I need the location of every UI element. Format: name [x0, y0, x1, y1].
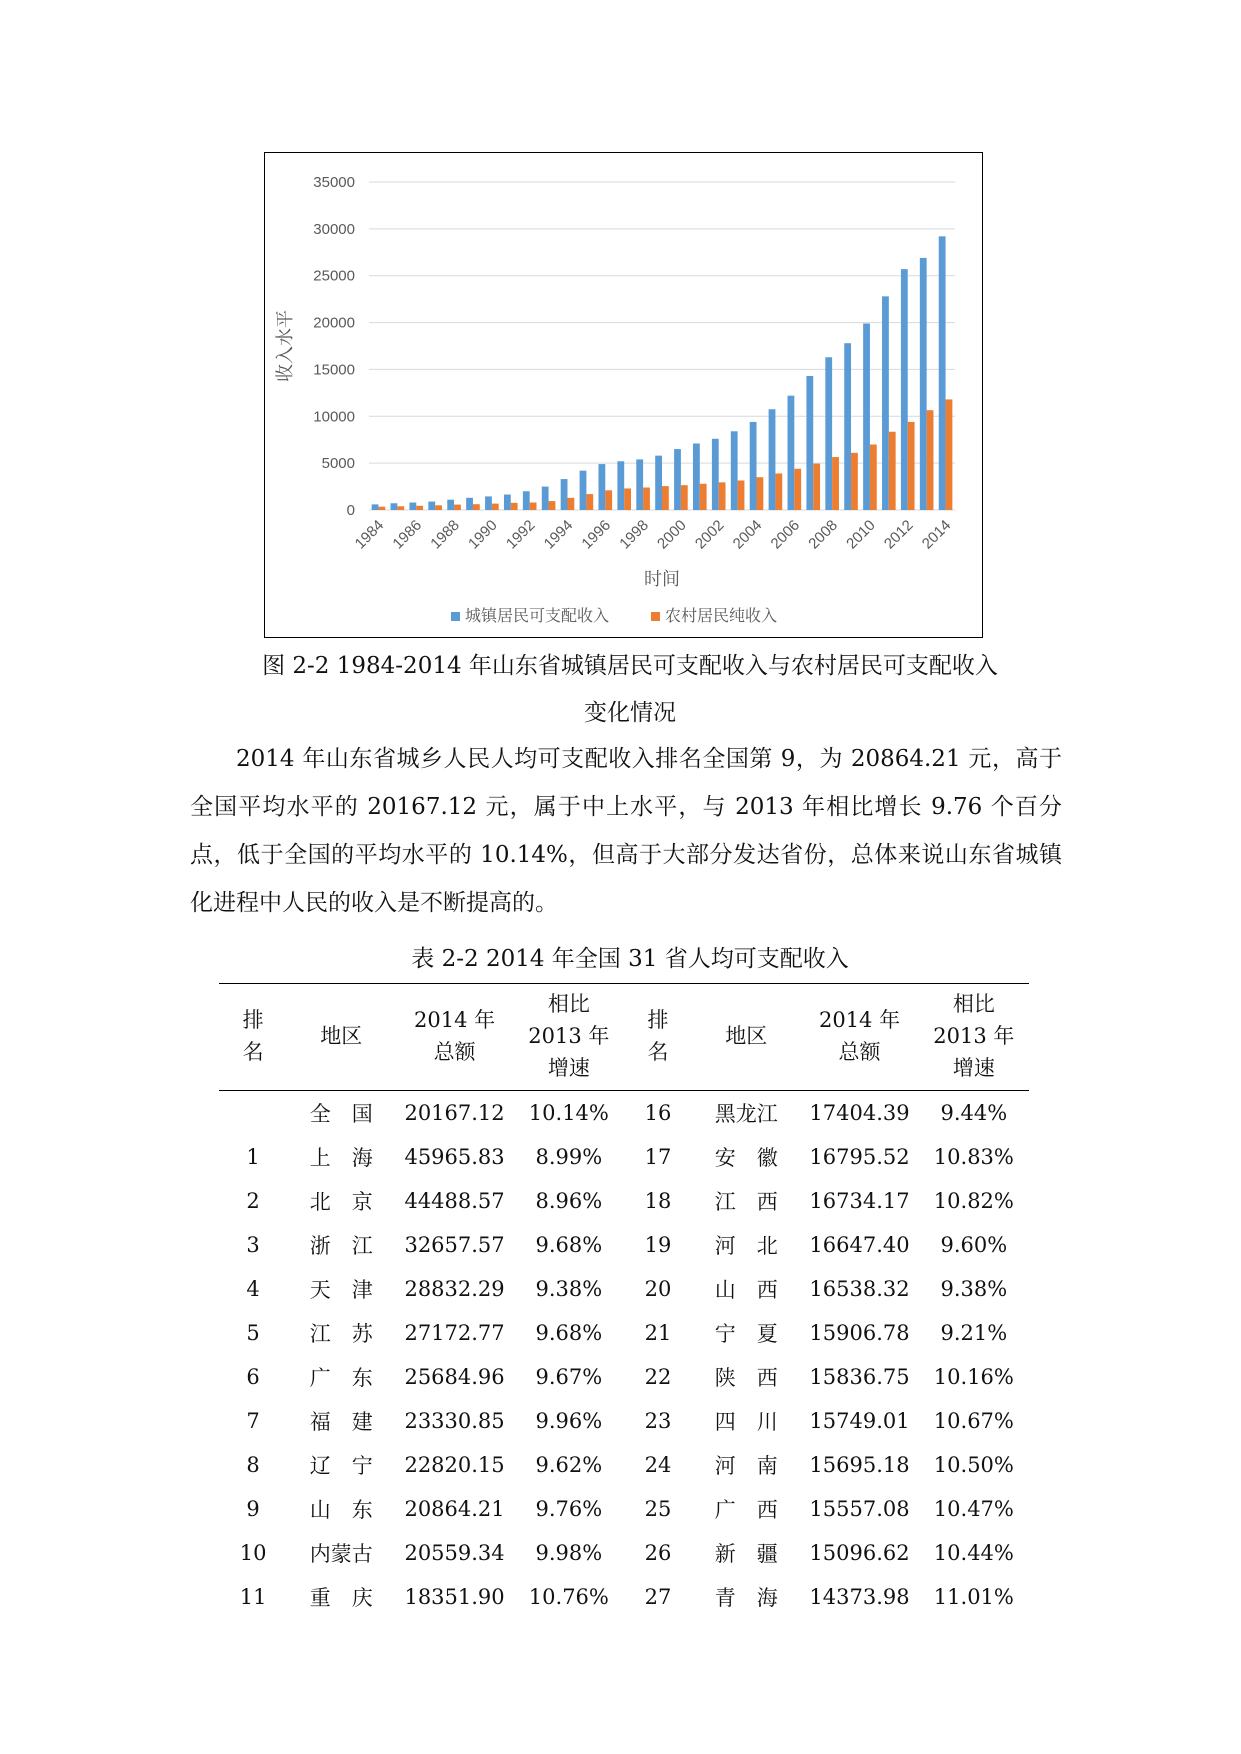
x-tick-label: 2014: [918, 516, 955, 553]
income-bar-chart: [265, 153, 981, 636]
cell-rank: 6: [246, 1365, 260, 1389]
y-tick-label: 30000: [313, 220, 355, 238]
cell-growth-2: 10.44%: [933, 1541, 1014, 1565]
cell-total: 32657.57: [404, 1233, 505, 1257]
cell-rank-2: 22: [644, 1365, 672, 1389]
bar-rural: [549, 501, 556, 510]
cell-rank: 2: [246, 1189, 260, 1213]
x-tick-label: 2010: [843, 516, 879, 553]
legend-swatch: [651, 612, 660, 621]
bar-urban: [712, 439, 719, 510]
header-total: 2014 年 总额: [414, 1008, 496, 1064]
cell-rank: 4: [246, 1277, 260, 1301]
bar-rural: [643, 488, 650, 510]
header-region-2: 地区: [725, 1024, 768, 1048]
figure-caption-line1: 图 2-2 1984-2014 年山东省城镇居民可支配收入与农村居民可支配收入: [262, 653, 998, 679]
cell-total-2: 16795.52: [809, 1145, 910, 1169]
cell-total-2: 17404.39: [809, 1101, 910, 1125]
cell-region-2: 新 疆: [714, 1542, 778, 1566]
cell-total-2: 15557.08: [809, 1497, 910, 1521]
cell-region: 重 庆: [309, 1586, 373, 1610]
cell-rank: 8: [246, 1453, 260, 1477]
x-tick-label: 1988: [427, 516, 463, 553]
cell-total-2: 15906.78: [809, 1321, 910, 1345]
bar-rural: [908, 422, 915, 510]
bar-urban: [920, 258, 927, 510]
bar-rural: [757, 477, 764, 510]
cell-growth: 10.76%: [528, 1585, 609, 1609]
body-paragraph-text: 2014 年山东省城乡人民人均可支配收入排名全国第 9，为 20864.21 元，高于全国平均水平的 20167.12 元，属于中上水平，与 2013 年相比增长 9.76 个百分点，低于全国的平均水平的 10.14%，但高于大部分发达省份，总体来说山东省城镇化进程中人民的收入是不断提高的。: [190, 746, 1062, 916]
cell-total: 27172.77: [404, 1321, 505, 1345]
cell-rank-2: 20: [644, 1277, 672, 1301]
x-tick-label: 2000: [654, 516, 690, 553]
bar-rural: [492, 504, 499, 510]
bar-rural: [416, 506, 423, 510]
cell-growth: 8.96%: [535, 1189, 603, 1213]
table-row: [219, 1311, 1029, 1355]
cell-growth-2: 9.38%: [940, 1277, 1008, 1301]
bar-rural: [889, 432, 896, 510]
bar-rural: [567, 498, 574, 510]
table-row: [219, 1487, 1029, 1531]
x-tick-label: 1986: [389, 516, 426, 553]
cell-total: 20167.12: [404, 1101, 505, 1125]
cell-region-2: 河 北: [714, 1234, 778, 1258]
bar-urban: [409, 503, 416, 510]
legend-label: 农村居民纯收入: [665, 606, 778, 625]
x-tick-label: 1990: [465, 516, 501, 553]
cell-rank-2: 17: [644, 1145, 672, 1169]
cell-total: 22820.15: [404, 1453, 505, 1477]
figure-caption-line2: 变化情况: [584, 700, 676, 726]
y-tick-label: 35000: [313, 174, 355, 191]
x-tick-label: 2002: [691, 516, 728, 553]
bar-rural: [681, 485, 688, 510]
y-tick-label: 5000: [321, 455, 355, 473]
x-tick-label: 1994: [540, 516, 577, 553]
cell-rank-2: 16: [644, 1101, 672, 1125]
bar-rural: [946, 399, 953, 510]
bar-urban: [882, 296, 889, 510]
cell-growth-2: 10.47%: [933, 1497, 1014, 1521]
cell-total-2: 16734.17: [809, 1189, 910, 1213]
cell-growth-2: 10.50%: [933, 1453, 1014, 1477]
cell-rank: [219, 1091, 287, 1136]
table-header-row: [219, 984, 1029, 1091]
bar-urban: [750, 422, 757, 510]
cell-region-2: 青 海: [714, 1586, 778, 1610]
y-tick-label: 0: [346, 502, 355, 519]
header-growth: 相比 2013 年 增速: [528, 992, 610, 1080]
bar-urban: [428, 502, 435, 510]
bar-rural: [662, 486, 669, 510]
cell-growth-2: 11.01%: [933, 1585, 1014, 1609]
cell-rank: 1: [246, 1145, 260, 1169]
x-tick-label: 2006: [767, 516, 804, 553]
x-tick-label: 2008: [805, 516, 841, 553]
bar-urban: [636, 459, 643, 510]
cell-total: 23330.85: [404, 1409, 505, 1433]
cell-growth: 10.14%: [528, 1101, 609, 1125]
bar-urban: [769, 409, 776, 510]
y-tick-label: 15000: [313, 361, 355, 379]
cell-rank-2: 19: [644, 1233, 672, 1257]
bar-urban: [844, 343, 851, 510]
header-region: 地区: [320, 1024, 363, 1048]
bar-urban: [731, 431, 738, 510]
bar-rural: [397, 506, 404, 510]
cell-region: 广 东: [309, 1366, 373, 1390]
table-body: [219, 1091, 1029, 1620]
cell-region: 辽 宁: [309, 1454, 373, 1478]
x-axis-title: 时间: [644, 569, 680, 590]
cell-region: 天 津: [309, 1278, 373, 1302]
cell-growth-2: 10.67%: [933, 1409, 1014, 1433]
cell-rank-2: 27: [644, 1585, 672, 1609]
cell-region-2: 四 川: [714, 1410, 778, 1434]
cell-region-2: 黑龙江: [714, 1102, 778, 1126]
bar-urban: [580, 471, 587, 510]
bar-urban: [542, 487, 549, 510]
bar-urban: [825, 357, 832, 510]
cell-rank: 5: [246, 1321, 260, 1345]
cell-growth: 9.62%: [535, 1453, 603, 1477]
bar-rural: [473, 504, 480, 510]
y-tick-label: 10000: [313, 408, 355, 426]
cell-total: 44488.57: [404, 1189, 505, 1213]
cell-region-2: 河 南: [714, 1454, 778, 1478]
table-row: [219, 1575, 1029, 1619]
cell-growth: 9.76%: [535, 1497, 603, 1521]
cell-rank: 3: [246, 1233, 260, 1257]
cell-total: 45965.83: [404, 1145, 505, 1169]
cell-total-2: 16538.32: [809, 1277, 910, 1301]
bar-urban: [504, 495, 511, 510]
cell-growth: 9.68%: [535, 1321, 603, 1345]
bar-urban: [598, 464, 605, 510]
x-tick-label: 1984: [351, 516, 388, 553]
cell-total-2: 15096.62: [809, 1541, 910, 1565]
header-rank: 排 名: [242, 1008, 264, 1064]
bar-rural: [832, 457, 839, 510]
cell-region-2: 广 西: [714, 1498, 778, 1522]
cell-growth: 8.99%: [535, 1145, 603, 1169]
cell-region-2: 陕 西: [714, 1366, 778, 1390]
cell-rank-2: 25: [644, 1497, 672, 1521]
cell-region: 内蒙古: [309, 1542, 373, 1566]
header-rank-2: 排 名: [647, 1008, 669, 1064]
x-tick-label: 2012: [880, 516, 917, 553]
cell-growth: 9.96%: [535, 1409, 603, 1433]
bar-rural: [794, 469, 801, 510]
table-row: [219, 1091, 1029, 1136]
bar-urban: [523, 491, 530, 510]
cell-rank-2: 26: [644, 1541, 672, 1565]
cell-region: 江 苏: [309, 1322, 373, 1346]
y-axis-title: 收入水平: [275, 310, 296, 382]
table-row: [219, 1223, 1029, 1267]
table-row: [219, 1267, 1029, 1311]
bar-rural: [586, 494, 593, 510]
cell-region-2: 山 西: [714, 1278, 778, 1302]
cell-growth-2: 9.60%: [940, 1233, 1008, 1257]
bar-rural: [378, 507, 385, 510]
table-row: [219, 1355, 1029, 1399]
bar-rural: [454, 505, 461, 510]
cell-region: 北 京: [309, 1190, 373, 1214]
bar-urban: [901, 269, 908, 510]
cell-rank: 11: [239, 1585, 267, 1609]
cell-rank: 9: [246, 1497, 260, 1521]
bar-urban: [466, 498, 473, 510]
cell-growth: 9.98%: [535, 1541, 603, 1565]
cell-growth: 9.38%: [535, 1277, 603, 1301]
income-table: [219, 983, 1029, 1619]
cell-growth-2: 10.83%: [933, 1145, 1014, 1169]
table-row: [219, 1399, 1029, 1443]
chart-frame: [264, 152, 983, 638]
bar-rural: [435, 505, 442, 510]
cell-total: 20559.34: [404, 1541, 505, 1565]
bar-rural: [605, 490, 612, 510]
cell-total: 28832.29: [404, 1277, 505, 1301]
cell-region: 全 国: [309, 1102, 373, 1126]
y-tick-label: 25000: [313, 267, 355, 285]
cell-total-2: 16647.40: [809, 1233, 910, 1257]
cell-region: 山 东: [309, 1498, 373, 1522]
cell-rank-2: 23: [644, 1409, 672, 1433]
cell-region: 上 海: [309, 1146, 373, 1170]
cell-total: 25684.96: [404, 1365, 505, 1389]
cell-growth-2: 10.16%: [933, 1365, 1014, 1389]
bar-urban: [391, 503, 398, 510]
cell-growth-2: 9.21%: [940, 1321, 1008, 1345]
x-tick-label: 1996: [578, 516, 615, 553]
cell-total-2: 15695.18: [809, 1453, 910, 1477]
header-total-2: 2014 年 总额: [818, 1008, 901, 1064]
cell-growth: 9.68%: [535, 1233, 603, 1257]
cell-growth-2: 9.44%: [940, 1101, 1008, 1125]
cell-total-2: 15836.75: [809, 1365, 910, 1389]
cell-growth: 9.67%: [535, 1365, 603, 1389]
table-row: [219, 1443, 1029, 1487]
bar-rural: [700, 484, 707, 510]
bar-rural: [738, 480, 745, 510]
bar-rural: [870, 444, 877, 510]
cell-region-2: 江 西: [714, 1190, 778, 1214]
cell-total-2: 15749.01: [809, 1409, 910, 1433]
bar-rural: [775, 473, 782, 510]
body-paragraph: [190, 735, 1062, 927]
cell-rank-2: 24: [644, 1453, 672, 1477]
x-tick-label: 1998: [616, 516, 652, 553]
bar-urban: [561, 479, 568, 510]
legend-swatch: [451, 612, 460, 621]
bar-urban: [806, 376, 813, 510]
cell-growth-2: 10.82%: [933, 1189, 1014, 1213]
legend-label: 城镇居民可支配收入: [465, 606, 610, 625]
x-tick-label: 1992: [502, 516, 539, 553]
bar-urban: [617, 461, 624, 510]
table-title: 表 2-2 2014 年全国 31 省人均可支配收入: [411, 946, 849, 972]
bar-rural: [511, 503, 518, 510]
cell-region: 福 建: [309, 1410, 373, 1434]
cell-rank-2: 21: [644, 1321, 672, 1345]
cell-rank-2: 18: [644, 1189, 672, 1213]
bar-rural: [851, 453, 858, 510]
bar-urban: [372, 504, 379, 510]
bar-urban: [655, 456, 662, 510]
bar-urban: [863, 324, 870, 510]
cell-region: 浙 江: [309, 1234, 373, 1258]
cell-rank: 10: [239, 1541, 267, 1565]
bar-rural: [813, 464, 820, 510]
bar-rural: [624, 488, 631, 510]
bar-rural: [530, 503, 537, 510]
bar-urban: [939, 236, 946, 510]
bar-urban: [693, 443, 700, 510]
y-tick-label: 20000: [313, 314, 355, 332]
table-row: [219, 1179, 1029, 1223]
x-tick-label: 2004: [729, 516, 766, 553]
cell-region-2: 宁 夏: [714, 1322, 778, 1346]
bar-urban: [788, 396, 795, 510]
bar-urban: [447, 500, 454, 510]
header-growth-2: 相比 2013 年 增速: [933, 992, 1015, 1080]
cell-rank: 7: [246, 1409, 260, 1433]
cell-total: 18351.90: [404, 1585, 505, 1609]
bar-urban: [485, 496, 492, 510]
bar-rural: [719, 482, 726, 510]
table-row: [219, 1531, 1029, 1575]
cell-region-2: 安 徽: [714, 1146, 778, 1170]
bar-urban: [674, 449, 681, 510]
bar-rural: [927, 410, 934, 510]
cell-total: 20864.21: [404, 1497, 505, 1521]
cell-total-2: 14373.98: [809, 1585, 910, 1609]
table-row: [219, 1135, 1029, 1179]
